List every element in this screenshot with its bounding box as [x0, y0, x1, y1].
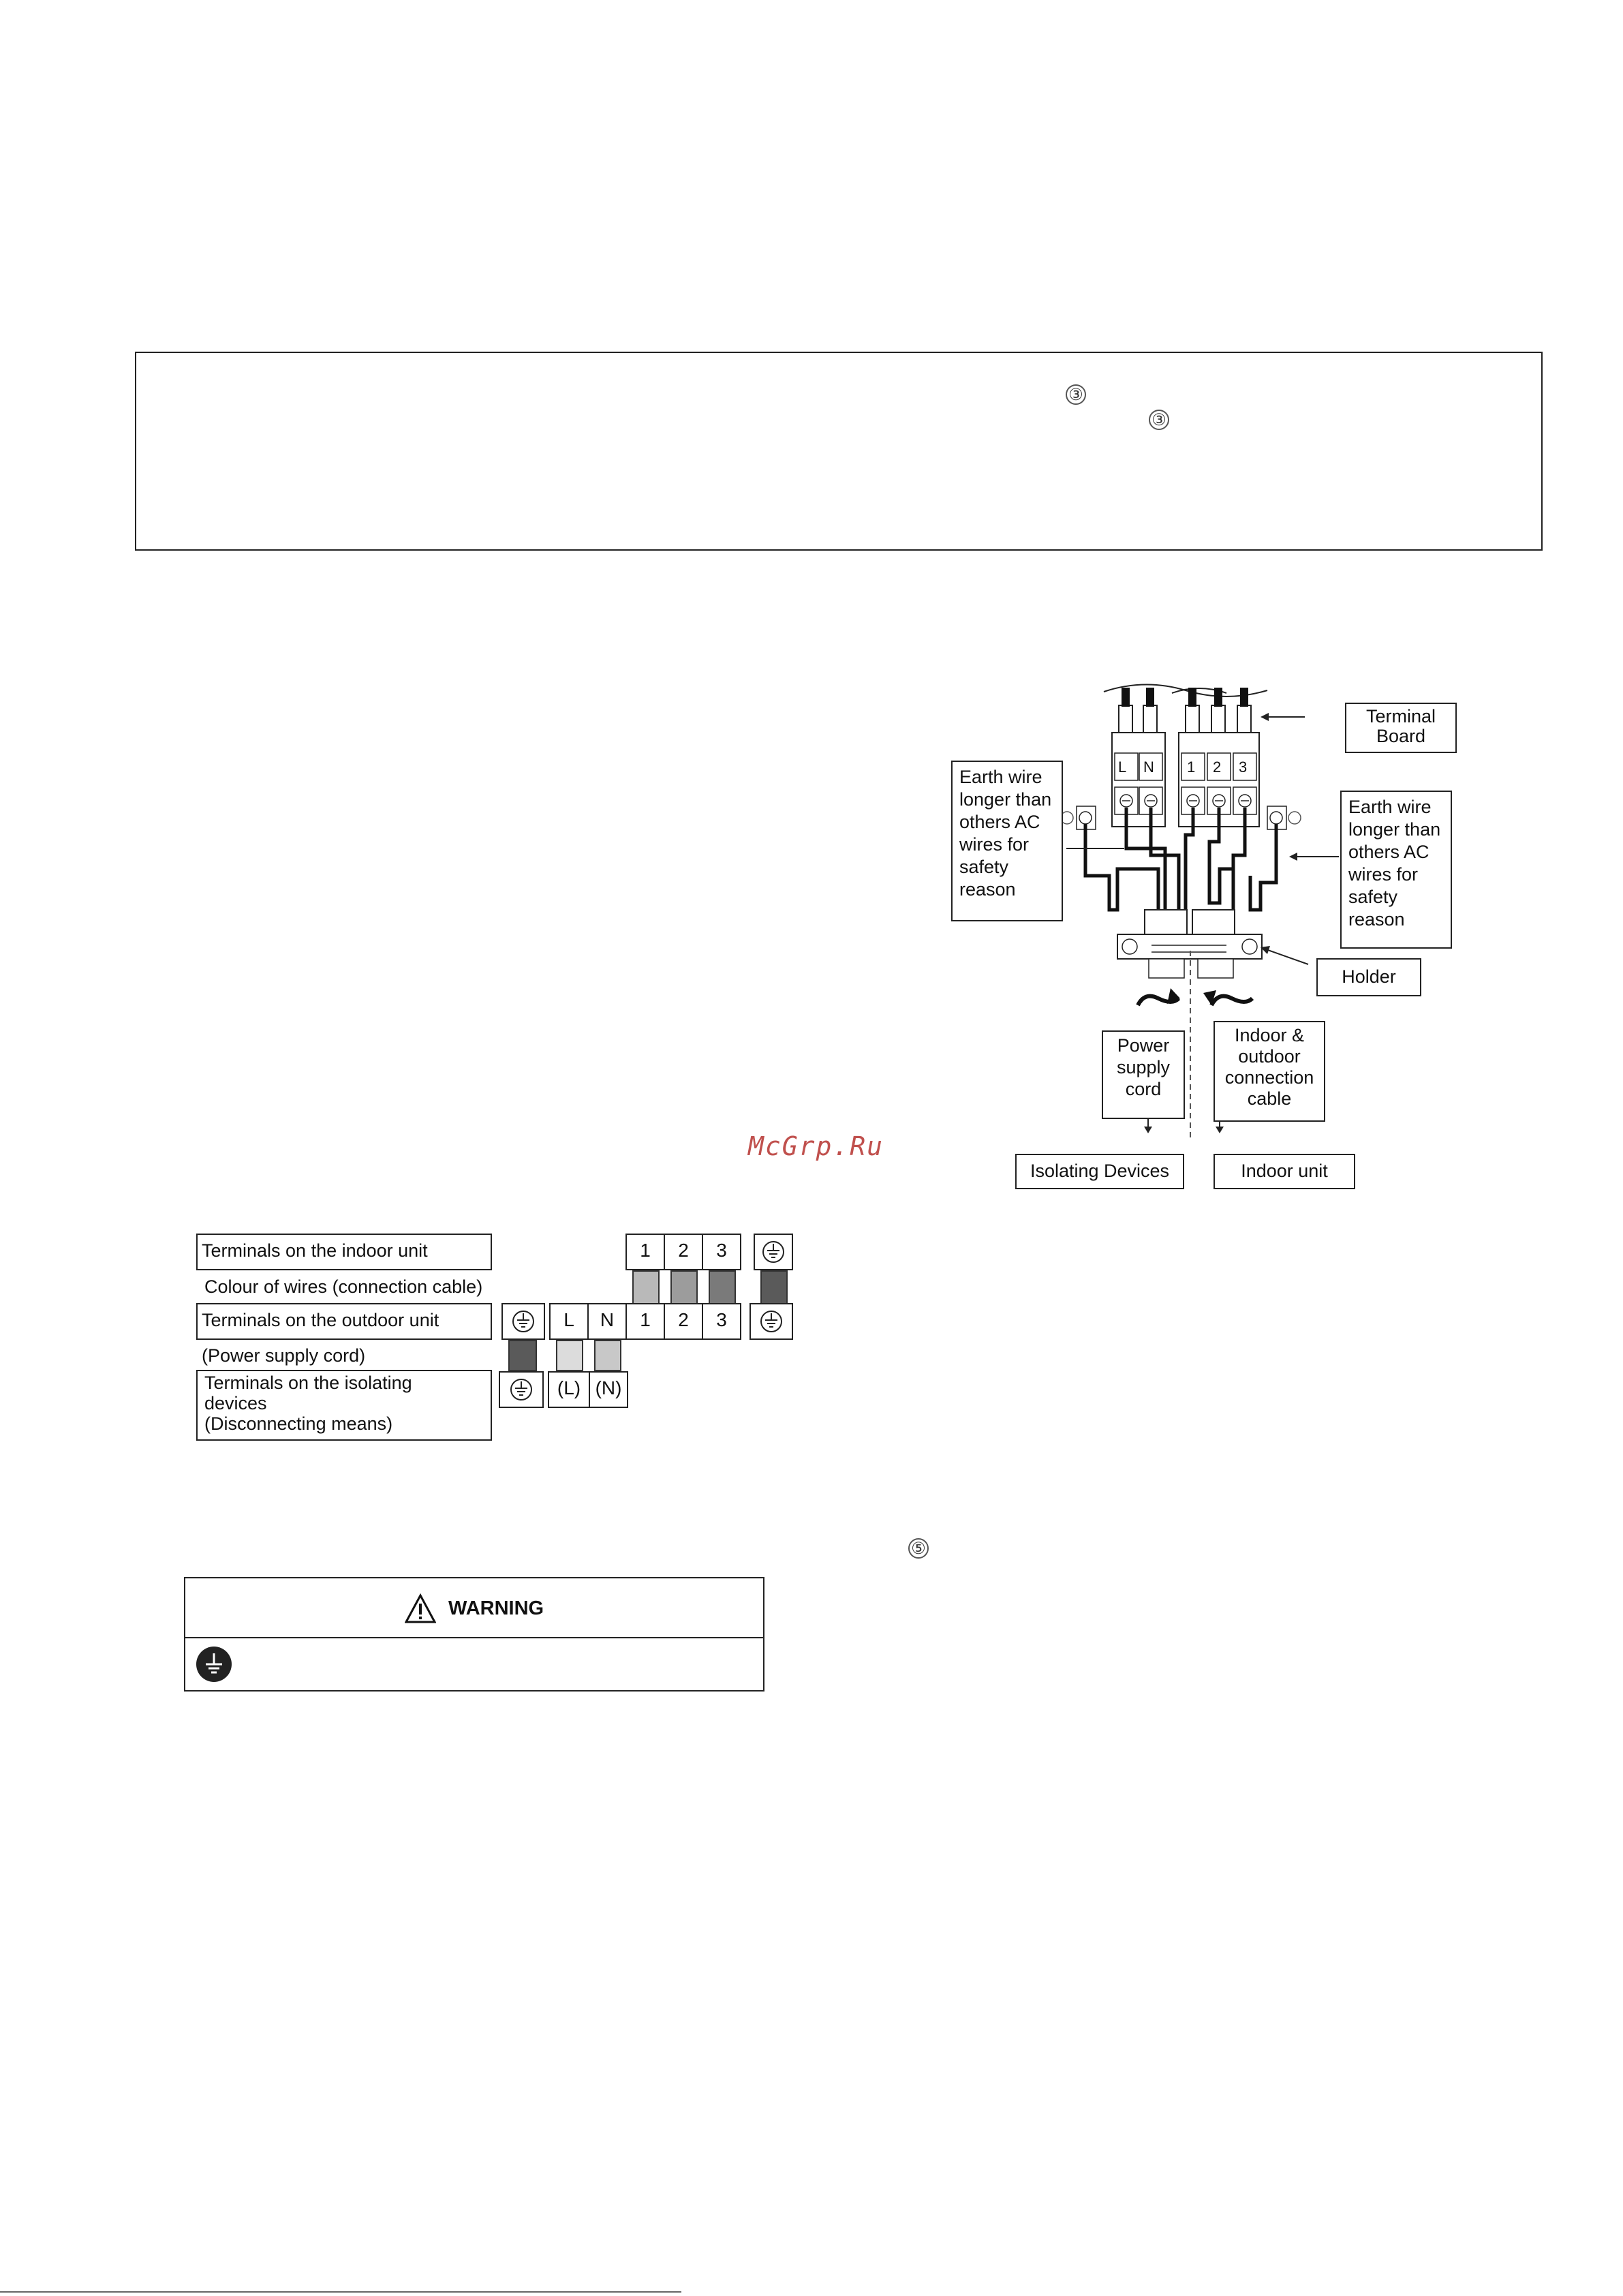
outdoor-terminal-2: 2: [664, 1303, 703, 1340]
power-cord-label: (Power supply cord): [202, 1345, 366, 1366]
indoor-terminal-2: 2: [664, 1234, 703, 1270]
board-terminal-n: N: [1143, 759, 1154, 776]
ground-icon: [751, 1304, 792, 1338]
wire-earth: [760, 1270, 788, 1304]
warning-title-bar: [185, 1578, 763, 1638]
indoor-unit-label: Indoor unit: [1214, 1154, 1355, 1189]
warning-title: WARNING: [448, 1597, 544, 1619]
outdoor-terminal-n: N: [587, 1303, 627, 1340]
power-wire-l: [556, 1340, 583, 1371]
isolating-terminal-n: (N): [589, 1371, 628, 1408]
notice-box: [135, 352, 1543, 551]
step-marker-3: ③: [1066, 384, 1086, 405]
isolating-devices-label: Isolating Devices: [1015, 1154, 1184, 1189]
outdoor-earth-terminal: [501, 1303, 545, 1340]
indoor-terminal-1: 1: [625, 1234, 665, 1270]
power-wire-n: [594, 1340, 621, 1371]
holder-label: Holder: [1316, 958, 1421, 996]
isolating-terminal-l: (L): [548, 1371, 590, 1408]
wire-colour-label: Colour of wires (connection cable): [204, 1276, 483, 1297]
isolating-label-line3: (Disconnecting means): [204, 1413, 393, 1434]
outdoor-terminal-1: 1: [625, 1303, 665, 1340]
indoor-outdoor-cable-label: Indoor & outdoor connection cable: [1214, 1021, 1325, 1122]
board-terminal-1: 1: [1187, 759, 1196, 776]
indoor-terminal-3: 3: [702, 1234, 741, 1270]
board-terminal-3: 3: [1239, 759, 1248, 776]
outdoor-terminals-label: Terminals on the outdoor unit: [196, 1303, 492, 1340]
wire-2: [670, 1270, 698, 1304]
page-bottom-rule: [0, 2291, 681, 2293]
ground-icon: [196, 1647, 232, 1682]
isolating-label-line1: Terminals on the isolating: [204, 1373, 412, 1393]
earth-wire-note-right: Earth wire longer than others AC wires for safety reason: [1340, 791, 1452, 949]
wire-3: [709, 1270, 736, 1304]
terminal-board-label: Terminal Board: [1345, 703, 1457, 753]
earth-wire-note-left: Earth wire longer than others AC wires for safety reason: [951, 761, 1063, 921]
outdoor-earth-terminal-right: [749, 1303, 793, 1340]
watermark: McGrp.Ru: [748, 1131, 884, 1161]
ground-icon: [503, 1304, 544, 1338]
outdoor-terminal-3: 3: [702, 1303, 741, 1340]
isolating-label-line2: devices: [204, 1393, 267, 1413]
isolating-terminals-label: [196, 1370, 492, 1441]
board-terminal-l: L: [1118, 759, 1127, 776]
step-marker-5: ⑤: [908, 1538, 929, 1559]
wire-1: [632, 1270, 660, 1304]
step-marker-3-second: ③: [1149, 410, 1169, 430]
isolating-earth-terminal: [499, 1371, 544, 1408]
indoor-earth-terminal: [754, 1234, 793, 1270]
power-wire-earth: [508, 1340, 537, 1371]
warning-triangle-icon: [405, 1593, 436, 1625]
outdoor-terminal-l: L: [549, 1303, 589, 1340]
indoor-terminals-label: Terminals on the indoor unit: [196, 1234, 492, 1270]
ground-icon: [500, 1373, 542, 1407]
board-terminal-2: 2: [1213, 759, 1222, 776]
ground-icon: [755, 1235, 792, 1269]
warning-box: [184, 1577, 764, 1692]
power-supply-cord-label: Power supply cord: [1102, 1030, 1185, 1119]
ground-symbol: [196, 1647, 232, 1682]
